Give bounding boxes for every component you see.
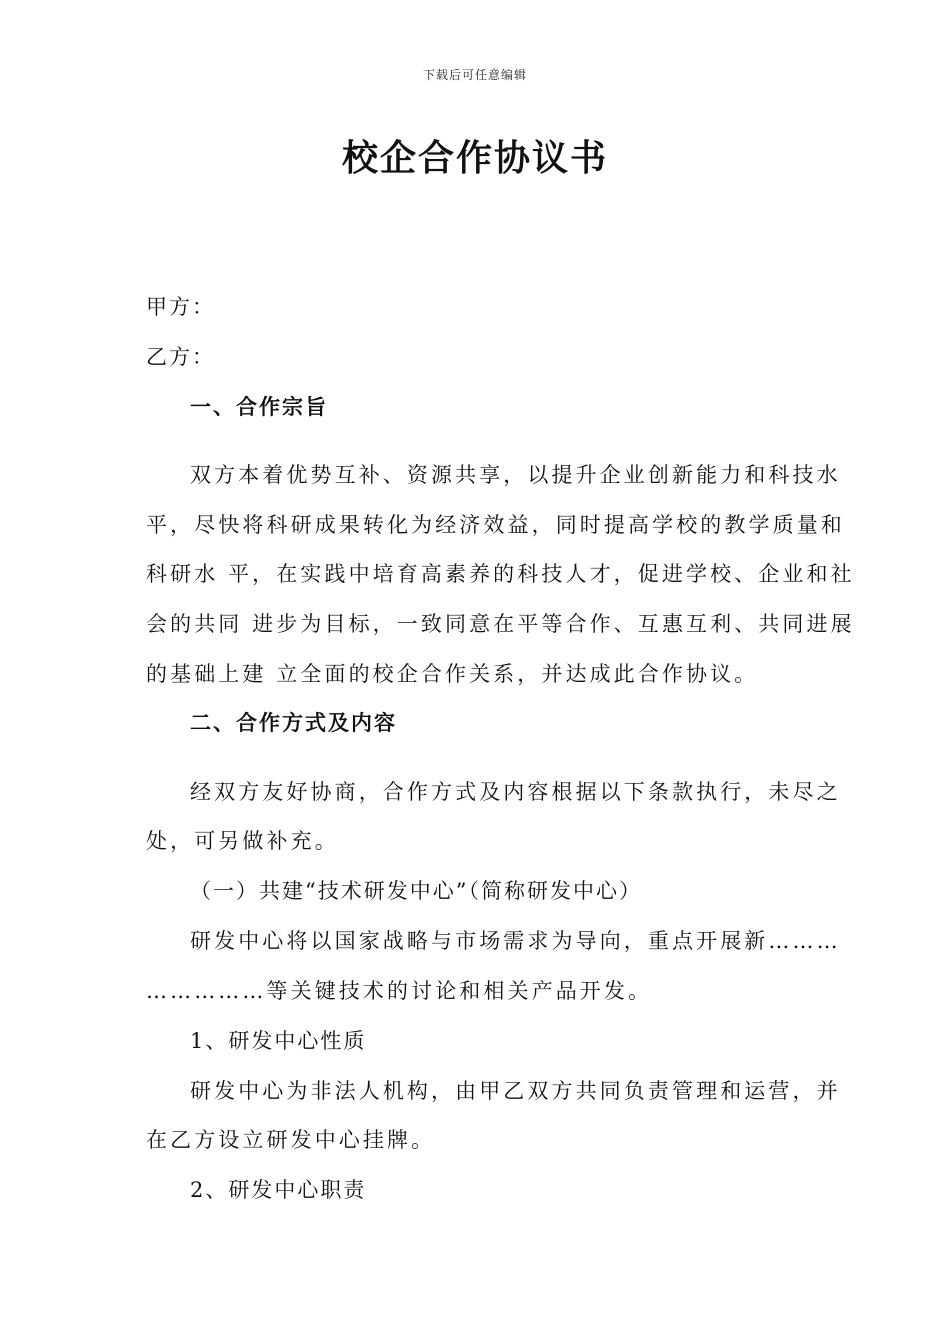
party-a-label: 甲方： [146, 295, 215, 319]
subsection-1-heading: （一）共建“技术研发中心”（简称研发中心） [190, 879, 642, 903]
document-title: 校企合作协议书 [341, 137, 608, 179]
section-2-line: 经双方友好协商，合作方式及内容根据以下条款执行，未尽之 [190, 780, 841, 804]
section-1-heading: 一、合作宗旨 [190, 394, 328, 419]
item-1-heading: 1、研发中心性质 [190, 1029, 367, 1053]
section-1-line: 科研水 平，在实践中培育高素养的科技人才，促进学校、企业和社 [146, 562, 855, 586]
item-1-line: 研发中心为非法人机构，由甲乙双方共同负责管理和运营，并 [190, 1079, 841, 1103]
section-1-line: 会的共同 进步为目标，一致同意在平等合作、互惠互利、共同进展 [146, 612, 855, 636]
party-b-label: 乙方： [146, 345, 215, 369]
section-1-line: 平，尽快将科研成果转化为经济效益，同时提高学校的教学质量和 [146, 513, 845, 537]
section-1-line: 的基础上建 立全面的校企合作关系，并达成此合作协议。 [146, 662, 759, 686]
item-1-line: 在乙方设立研发中心挂牌。 [146, 1128, 436, 1152]
section-1-line: 双方本着优势互补、资源共享，以提升企业创新能力和科技水 [190, 463, 841, 487]
section-2-heading: 二、合作方式及内容 [190, 710, 397, 735]
header-note: 下载后可任意编辑 [422, 68, 527, 82]
item-2-heading: 2、研发中心职责 [190, 1178, 367, 1202]
section-2-line: 处，可另做补充。 [146, 829, 339, 853]
subsection-1-line: 研发中心将以国家战略与市场需求为导向，重点开展新……… [190, 929, 841, 953]
subsection-1-line: ……………等关键技术的讨论和相关产品开发。 [146, 979, 653, 1003]
